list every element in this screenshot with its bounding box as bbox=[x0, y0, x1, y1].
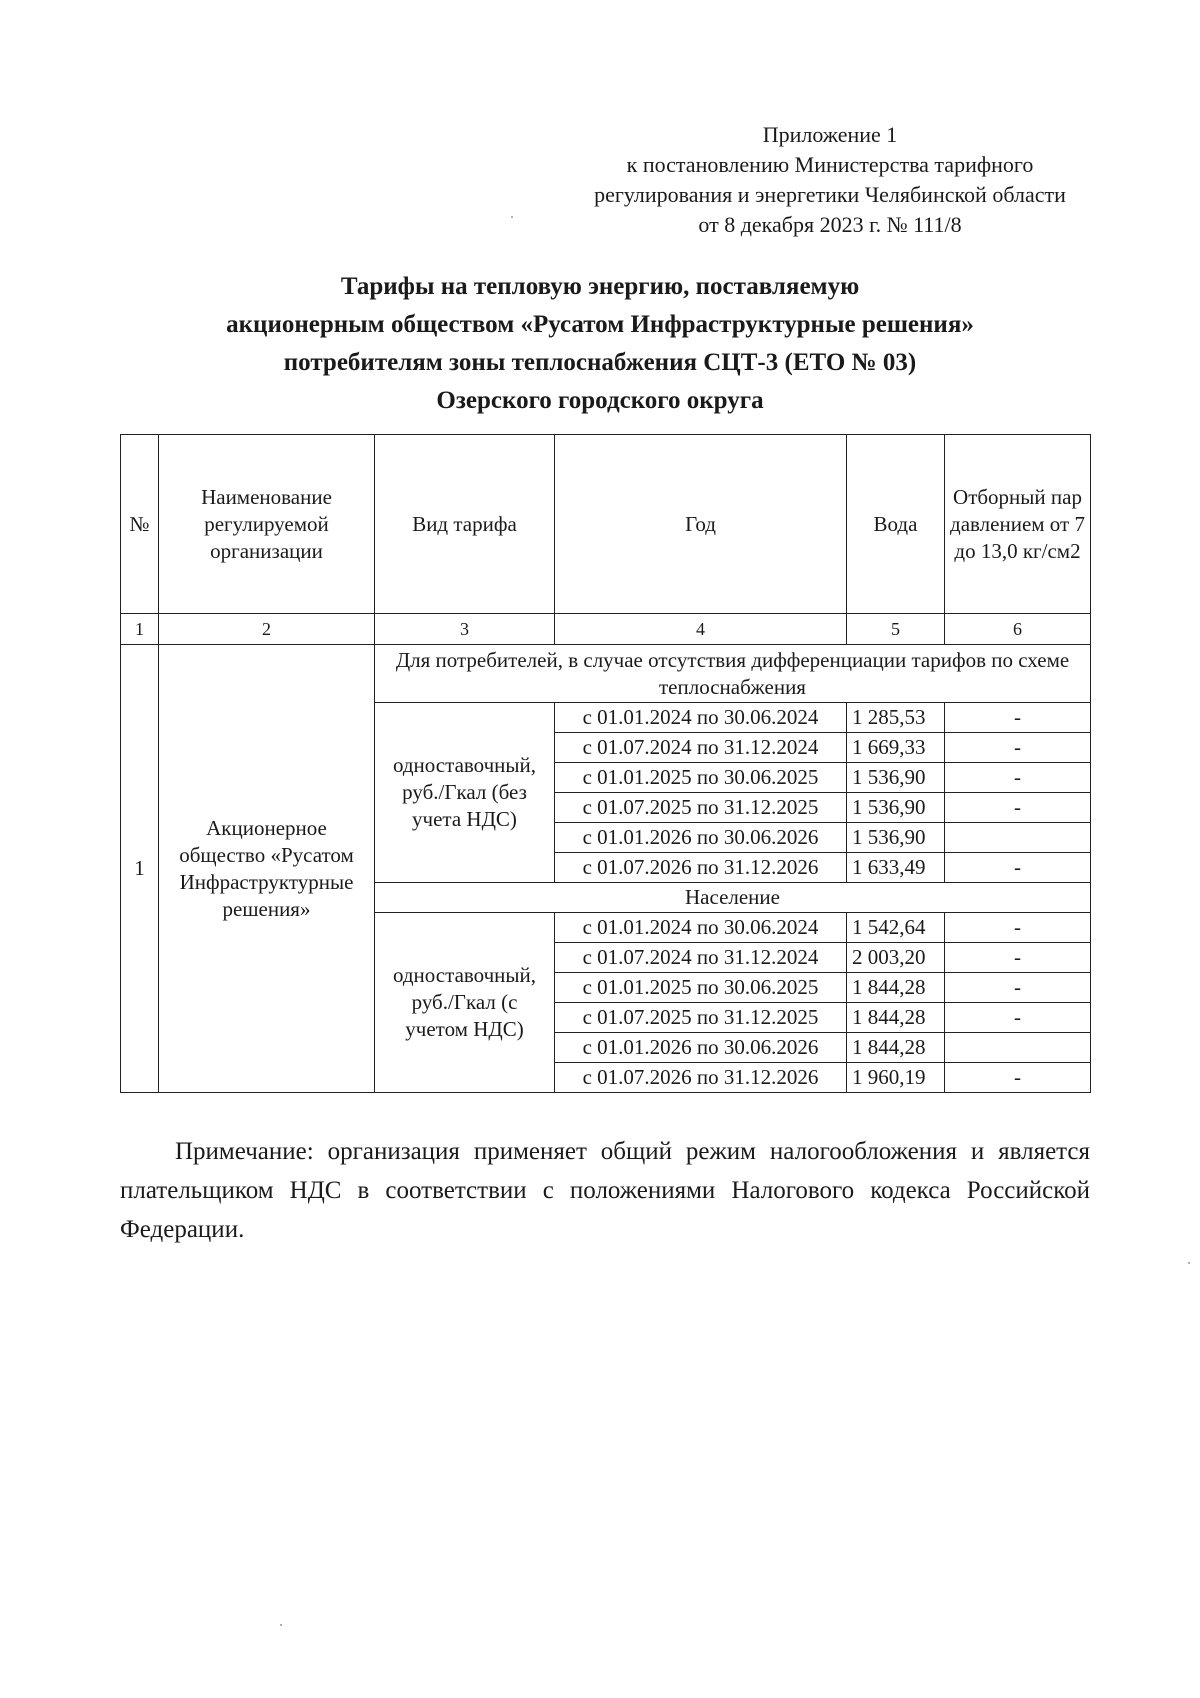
steam-value: - bbox=[945, 793, 1091, 823]
steam-value: - bbox=[945, 763, 1091, 793]
group1-heading: Для потребителей, в случае отсутствия дифференциации тарифов по схеме теплоснабжения bbox=[375, 645, 1091, 703]
steam-value: - bbox=[945, 703, 1091, 733]
steam-value: - bbox=[945, 733, 1091, 763]
col-header-steam: Отборный пар давлением от 7 до 13,0 кг/см2 bbox=[945, 435, 1091, 614]
water-value: 1 844,28 bbox=[847, 973, 945, 1003]
col-header-water: Вода bbox=[847, 435, 945, 614]
col-number: 3 bbox=[375, 614, 555, 645]
steam-value: - bbox=[945, 1063, 1091, 1093]
appendix-line-1: Приложение 1 bbox=[762, 122, 898, 147]
col-number: 5 bbox=[847, 614, 945, 645]
water-value: 1 536,90 bbox=[847, 763, 945, 793]
column-number-row bbox=[121, 614, 1091, 645]
steam-value: - bbox=[945, 853, 1091, 883]
col-header-year: Год bbox=[555, 435, 847, 614]
period-cell: с 01.07.2025 по 31.12.2025 bbox=[555, 1003, 847, 1033]
steam-value: - bbox=[945, 973, 1091, 1003]
appendix-line-2: к постановлению Министерства тарифного bbox=[626, 152, 1034, 177]
table-header-row bbox=[121, 435, 1091, 614]
water-value: 1 844,28 bbox=[847, 1003, 945, 1033]
steam-value bbox=[945, 1033, 1091, 1063]
period-cell: с 01.01.2026 по 30.06.2026 bbox=[555, 823, 847, 853]
steam-value: - bbox=[945, 943, 1091, 973]
col-number: 2 bbox=[159, 614, 375, 645]
title-line-4: Озерского городского округа bbox=[436, 387, 764, 414]
period-cell: с 01.07.2024 по 31.12.2024 bbox=[555, 943, 847, 973]
water-value: 1 633,49 bbox=[847, 853, 945, 883]
period-cell: с 01.01.2024 по 30.06.2024 bbox=[555, 913, 847, 943]
col-header-tariff-type: Вид тарифа bbox=[375, 435, 555, 614]
scan-speck bbox=[511, 216, 513, 218]
steam-value: - bbox=[945, 913, 1091, 943]
col-header-org: Наименование регулируемой организации bbox=[159, 435, 375, 614]
period-cell: с 01.07.2026 по 31.12.2026 bbox=[555, 853, 847, 883]
period-cell: с 01.01.2026 по 30.06.2026 bbox=[555, 1033, 847, 1063]
scan-speck bbox=[1188, 1262, 1190, 1264]
period-cell: с 01.01.2025 по 30.06.2025 bbox=[555, 763, 847, 793]
period-cell: с 01.07.2025 по 31.12.2025 bbox=[555, 793, 847, 823]
water-value: 1 285,53 bbox=[847, 703, 945, 733]
water-value: 1 844,28 bbox=[847, 1033, 945, 1063]
water-value: 1 536,90 bbox=[847, 793, 945, 823]
group1-heading-row bbox=[121, 645, 1091, 703]
col-number: 1 bbox=[121, 614, 159, 645]
col-header-num: № bbox=[121, 435, 159, 614]
water-value: 1 960,19 bbox=[847, 1063, 945, 1093]
steam-value bbox=[945, 823, 1091, 853]
water-value: 1 669,33 bbox=[847, 733, 945, 763]
period-cell: с 01.01.2024 по 30.06.2024 bbox=[555, 703, 847, 733]
period-cell: с 01.07.2026 по 31.12.2026 bbox=[555, 1063, 847, 1093]
appendix-line-4: от 8 декабря 2023 г. № 111/8 bbox=[698, 212, 962, 237]
group2-heading: Население bbox=[375, 883, 1091, 913]
document-title bbox=[120, 268, 1080, 420]
title-line-3: потребителям зоны теплоснабжения СЦТ-3 (ЕТО № 03) bbox=[283, 349, 917, 376]
group2-tariff-type: одноставочный, руб./Гкал (с учетом НДС) bbox=[375, 913, 555, 1093]
appendix-line-3: регулирования и энергетики Челябинской области bbox=[594, 182, 1066, 207]
group1-tariff-type: одноставочный, руб./Гкал (без учета НДС) bbox=[375, 703, 555, 883]
water-value: 1 542,64 bbox=[847, 913, 945, 943]
title-line-1: Тарифы на тепловую энергию, поставляемую bbox=[340, 273, 860, 300]
tax-note: Примечание: организация применяет общий режим налогообложения и является плательщиком НДС в соответствии с положениями Налогового кодекса Российской Федерации. bbox=[120, 1138, 1090, 1243]
row-number: 1 bbox=[121, 645, 159, 1093]
col-number: 6 bbox=[945, 614, 1091, 645]
period-cell: с 01.07.2024 по 31.12.2024 bbox=[555, 733, 847, 763]
appendix-header bbox=[560, 120, 1100, 240]
steam-value: - bbox=[945, 1003, 1091, 1033]
col-number: 4 bbox=[555, 614, 847, 645]
tariff-table bbox=[120, 434, 1091, 1093]
water-value: 2 003,20 bbox=[847, 943, 945, 973]
period-cell: с 01.01.2025 по 30.06.2025 bbox=[555, 973, 847, 1003]
title-line-2: акционерным обществом «Русатом Инфраструктурные решения» bbox=[226, 311, 974, 338]
water-value: 1 536,90 bbox=[847, 823, 945, 853]
organization-name: Акционерное общество «Русатом Инфраструктурные решения» bbox=[159, 645, 375, 1093]
scan-speck bbox=[280, 1624, 282, 1626]
